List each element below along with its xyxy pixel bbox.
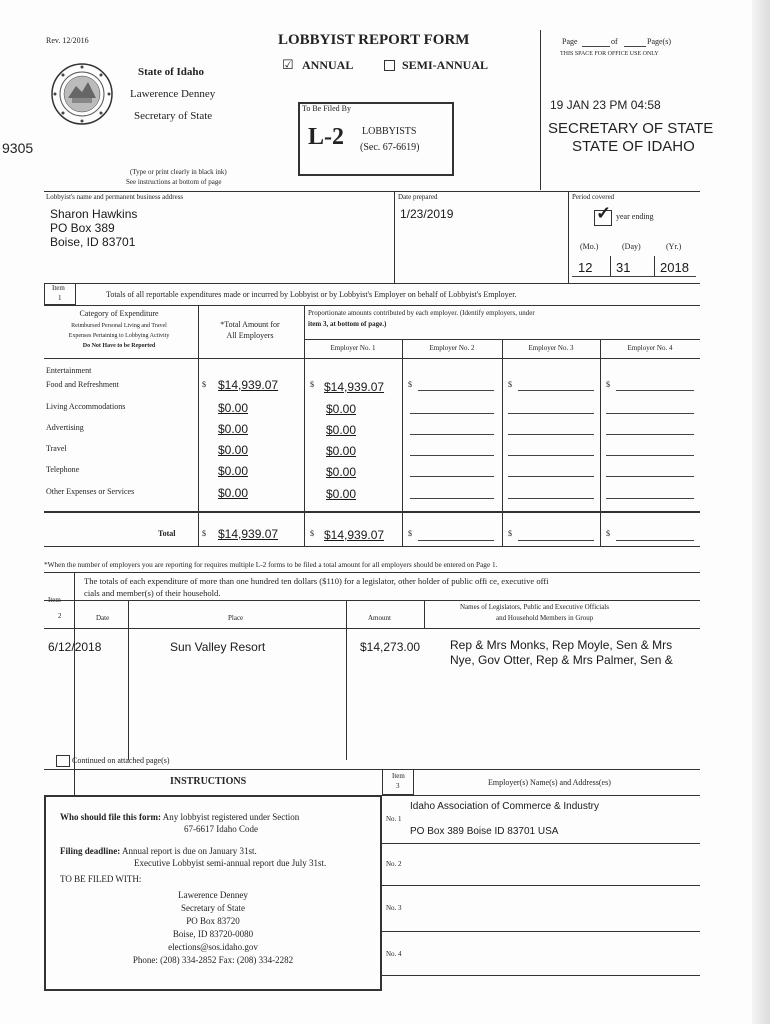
total-rule	[44, 511, 700, 513]
row-line[interactable]	[410, 413, 494, 414]
officials-names-2[interactable]: Nye, Gov Otter, Rep & Mrs Palmer, Sen &	[450, 653, 673, 667]
period-underline	[572, 276, 696, 277]
continued-checkbox[interactable]	[56, 755, 70, 767]
section-line	[382, 931, 700, 932]
category-sub-2: Expenses Pertaining to Lobbying Activity	[68, 333, 170, 339]
divider	[502, 512, 503, 546]
deadline-text-1: Annual report is due on January 31st.	[122, 846, 257, 856]
divider	[502, 339, 503, 511]
row-line[interactable]	[508, 413, 594, 414]
proportionate-heading-1: Proportionate amounts contributed by each employer. (Identify employers, under	[308, 309, 535, 317]
row-other-total[interactable]: $0.00	[218, 486, 249, 500]
divider	[654, 256, 655, 276]
officials-names-1[interactable]: Rep & Mrs Monks, Rep Moyle, Sen & Mrs	[450, 638, 673, 652]
dollar-sign: $	[310, 380, 314, 389]
row-travel-emp1[interactable]: $0.00	[326, 444, 357, 458]
section-line	[382, 795, 700, 796]
page-label: Page	[562, 37, 578, 46]
instructions-title: INSTRUCTIONS	[170, 776, 247, 787]
to-be-filed-by: To Be Filed By	[302, 104, 351, 113]
col-date-heading: Date	[96, 614, 110, 622]
date-prepared[interactable]: 1/23/2019	[400, 207, 454, 221]
lobbyist-address-2[interactable]: Boise, ID 83701	[50, 235, 136, 249]
col-place-heading: Place	[228, 614, 244, 622]
deadline-text-2: Executive Lobbyist semi-annual report due July 31st.	[134, 858, 327, 868]
section-line	[44, 305, 700, 306]
row-line[interactable]	[410, 498, 494, 499]
row-travel-total[interactable]: $0.00	[218, 443, 249, 457]
dollar-sign: $	[202, 529, 206, 538]
row-food-emp1[interactable]: $14,939.07	[324, 380, 385, 394]
filing-address-3: PO Box 83720	[186, 916, 240, 926]
row-food-emp4-line[interactable]	[616, 390, 694, 391]
section-line	[44, 283, 700, 284]
divider	[304, 305, 305, 511]
form-lobbyists: LOBBYISTS	[362, 126, 417, 137]
divider	[402, 339, 403, 511]
row-other-emp1[interactable]: $0.00	[326, 487, 357, 501]
dollar-sign: $	[606, 529, 610, 538]
divider	[128, 600, 129, 760]
date-prepared-label: Date prepared	[398, 193, 438, 201]
divider	[600, 512, 601, 546]
employer-3-heading: Employer No. 3	[528, 344, 574, 352]
document-side-number: 9305	[2, 140, 34, 156]
idaho-seal-icon	[50, 62, 114, 126]
item-1-heading: Totals of all reportable expenditures made or incurred by Lobbyist or by Lobbyist's Employer on behalf of Lobbyist's Employer.	[106, 290, 517, 299]
row-category-advertising: Advertising	[46, 423, 84, 432]
section-line	[44, 628, 700, 629]
page-edge-shadow	[752, 0, 770, 1024]
col-names-heading-2: and Household Members in Group	[496, 614, 594, 622]
who-text-1: Any lobbyist registered under Section	[162, 812, 300, 822]
row-category-living: Living Accommodations	[46, 402, 126, 411]
item-3-number: 3	[396, 782, 400, 790]
row-advertising-total[interactable]: $0.00	[218, 422, 249, 436]
item-3-label: Item	[392, 772, 405, 780]
lobbyist-name[interactable]: Sharon Hawkins	[50, 207, 138, 221]
lobbyist-address-1[interactable]: PO Box 389	[50, 221, 115, 235]
employer-1-address[interactable]: PO Box 389 Boise ID 83701 USA	[410, 826, 559, 837]
dollar-sign: $	[606, 380, 610, 389]
divider	[346, 600, 347, 760]
row-living-total[interactable]: $0.00	[218, 401, 249, 415]
total-heading-2: All Employers	[226, 331, 274, 340]
print-note-1: (Type or print clearly in black ink)	[130, 168, 227, 176]
filed-with-label: TO BE FILED WITH:	[60, 874, 142, 884]
divider	[610, 256, 611, 276]
employers-footnote: *When the number of employers you are reporting for requires multiple L-2 forms to be filed a total amount for all employers should be entered on Page 1.	[44, 560, 498, 569]
dollar-sign: $	[202, 380, 206, 389]
divider	[568, 191, 569, 283]
item-2-number: 2	[58, 612, 62, 620]
continued-label: Continued on attached page(s)	[72, 756, 170, 765]
item-2-heading-2: cials and member(s) of their household.	[84, 588, 221, 598]
row-line[interactable]	[606, 498, 694, 499]
employer-4-heading: Employer No. 4	[627, 344, 673, 352]
day-label: (Day)	[622, 242, 641, 251]
section-line	[44, 769, 700, 770]
divider	[600, 339, 601, 511]
page-number-line[interactable]	[582, 46, 610, 47]
row-food-total[interactable]: $14,939.07	[218, 378, 279, 392]
row-category-food: Food and Refreshment	[46, 380, 119, 389]
proportionate-heading-2: item 3, at bottom of page.)	[308, 320, 387, 328]
row-category-telephone: Telephone	[46, 465, 80, 474]
year-ending-checkmark: ✓	[596, 203, 612, 223]
divider	[394, 191, 395, 283]
month-label: (Mo.)	[580, 242, 599, 251]
year-label: (Yr.)	[666, 242, 682, 251]
row-food-emp2-line[interactable]	[418, 390, 494, 391]
semi-annual-label: SEMI-ANNUAL	[402, 58, 489, 72]
employer-2-heading: Employer No. 2	[429, 344, 475, 352]
form-section: (Sec. 67-6619)	[360, 142, 420, 153]
divider	[424, 600, 425, 628]
page-total-line[interactable]	[624, 46, 646, 47]
total-label: Total	[158, 529, 176, 538]
expenditure-amount[interactable]: $14,273.00	[360, 640, 421, 654]
section-line	[382, 843, 700, 844]
item-2-label: Item	[48, 596, 61, 604]
row-category-other: Other Expenses or Services	[46, 487, 135, 496]
section-line	[44, 546, 700, 547]
col-amount-heading: Amount	[368, 614, 391, 622]
employer-no-1: No. 1	[386, 815, 402, 823]
received-stamp-state: STATE OF IDAHO	[572, 138, 695, 155]
employer-no-2: No. 2	[386, 860, 402, 868]
total-all-employers[interactable]: $14,939.07	[218, 527, 279, 541]
lobbyist-address-label: Lobbyist's name and permanent business address	[46, 193, 184, 201]
sos-name: Lawerence Denney	[130, 88, 216, 100]
section-line	[44, 358, 700, 359]
semi-annual-checkbox[interactable]	[384, 60, 395, 71]
filing-address-1: Lawerence Denney	[178, 890, 248, 900]
row-category-travel: Travel	[46, 444, 67, 453]
row-food-emp3-line[interactable]	[518, 390, 594, 391]
row-living-emp1[interactable]: $0.00	[326, 402, 357, 416]
filing-phone-fax: Phone: (208) 334-2852 Fax: (208) 334-2282	[132, 955, 294, 965]
row-line[interactable]	[606, 455, 694, 456]
employer-no-3: No. 3	[386, 904, 402, 912]
dollar-sign: $	[310, 529, 314, 538]
period-covered-label: Period covered	[572, 193, 615, 201]
section-line	[382, 885, 700, 886]
dollar-sign: $	[508, 529, 512, 538]
dollar-sign: $	[408, 380, 412, 389]
filing-email[interactable]: elections@sos.idaho.gov	[168, 942, 258, 952]
divider	[304, 512, 305, 546]
office-use-note: THIS SPACE FOR OFFICE USE ONLY	[560, 51, 659, 57]
section-line	[44, 572, 700, 573]
item-1-label: Item	[52, 284, 65, 292]
row-line[interactable]	[508, 455, 594, 456]
revision-label: Rev. 12/2016	[46, 36, 89, 45]
expenditure-date[interactable]: 6/12/2018	[48, 640, 102, 654]
category-sub-3: Do Not Have to be Reported	[82, 343, 156, 349]
item-1-number: 1	[58, 294, 62, 302]
item-3-heading: Employer(s) Name(s) and Address(es)	[488, 778, 611, 787]
print-note-2: See instructions at bottom of page	[126, 178, 222, 186]
row-telephone-emp1[interactable]: $0.00	[326, 465, 357, 479]
total-heading-1: *Total Amount for	[220, 320, 280, 329]
total-emp2-line[interactable]	[418, 540, 494, 541]
row-line[interactable]	[410, 455, 494, 456]
filing-address-4: Boise, ID 83720-0080	[172, 929, 254, 939]
section-line	[44, 191, 700, 192]
row-line[interactable]	[508, 476, 594, 477]
item-2-heading-1: The totals of each expenditure of more than one hundred ten dollars ($110) for a legislator, other holder of public offi ce, executive offi	[84, 576, 549, 586]
row-line[interactable]	[606, 434, 694, 435]
row-advertising-emp1[interactable]: $0.00	[326, 423, 357, 437]
section-line	[44, 600, 700, 601]
row-telephone-total[interactable]: $0.00	[218, 464, 249, 478]
employer-1-name[interactable]: Idaho Association of Commerce & Industry	[410, 801, 599, 812]
period-year[interactable]: 2018	[660, 260, 689, 275]
pages-label: Page(s)	[647, 37, 671, 46]
row-line[interactable]	[410, 434, 494, 435]
received-stamp-office: SECRETARY OF STATE	[548, 120, 714, 137]
divider	[402, 512, 403, 546]
year-ending-label: year ending	[616, 212, 654, 221]
category-heading: Category of Expenditure	[79, 309, 159, 318]
filing-address-2: Secretary of State	[181, 903, 245, 913]
period-day[interactable]: 31	[616, 260, 631, 275]
who-label: Who should file this form:	[60, 812, 162, 822]
annual-label: ANNUAL	[302, 58, 354, 72]
annual-checkbox[interactable]: ☑	[282, 57, 294, 72]
row-category-entertainment: Entertainment	[46, 366, 92, 375]
total-emp3-line[interactable]	[518, 540, 594, 541]
col-names-heading-1: Names of Legislators, Public and Executive Officials	[460, 603, 609, 611]
state-label: State of Idaho	[138, 66, 205, 78]
row-line[interactable]	[508, 498, 594, 499]
row-line[interactable]	[410, 476, 494, 477]
divider	[198, 512, 199, 546]
sos-title: Secretary of State	[134, 110, 213, 122]
category-sub-1: Reimbursed Personal Living and Travel	[71, 323, 167, 329]
received-stamp-date: 19 JAN 23 PM 04:58	[550, 98, 661, 112]
section-line	[382, 975, 700, 976]
page-of-label: of	[611, 37, 618, 46]
dollar-sign: $	[508, 380, 512, 389]
who-text-2: 67-6617 Idaho Code	[184, 824, 258, 834]
form-title: LOBBYIST REPORT FORM	[278, 32, 470, 48]
employer-no-4: No. 4	[386, 950, 402, 958]
deadline-label: Filing deadline:	[60, 846, 121, 856]
total-emp4-line[interactable]	[616, 540, 694, 541]
form-code: L-2	[308, 124, 344, 150]
dollar-sign: $	[408, 529, 412, 538]
employer-1-heading: Employer No. 1	[330, 344, 376, 352]
row-line[interactable]	[508, 434, 594, 435]
period-month[interactable]: 12	[578, 260, 593, 275]
expenditure-place[interactable]: Sun Valley Resort	[170, 640, 266, 654]
row-line[interactable]	[606, 476, 694, 477]
total-employer-1[interactable]: $14,939.07	[324, 528, 385, 542]
row-line[interactable]	[606, 413, 694, 414]
office-use-divider	[540, 30, 541, 190]
